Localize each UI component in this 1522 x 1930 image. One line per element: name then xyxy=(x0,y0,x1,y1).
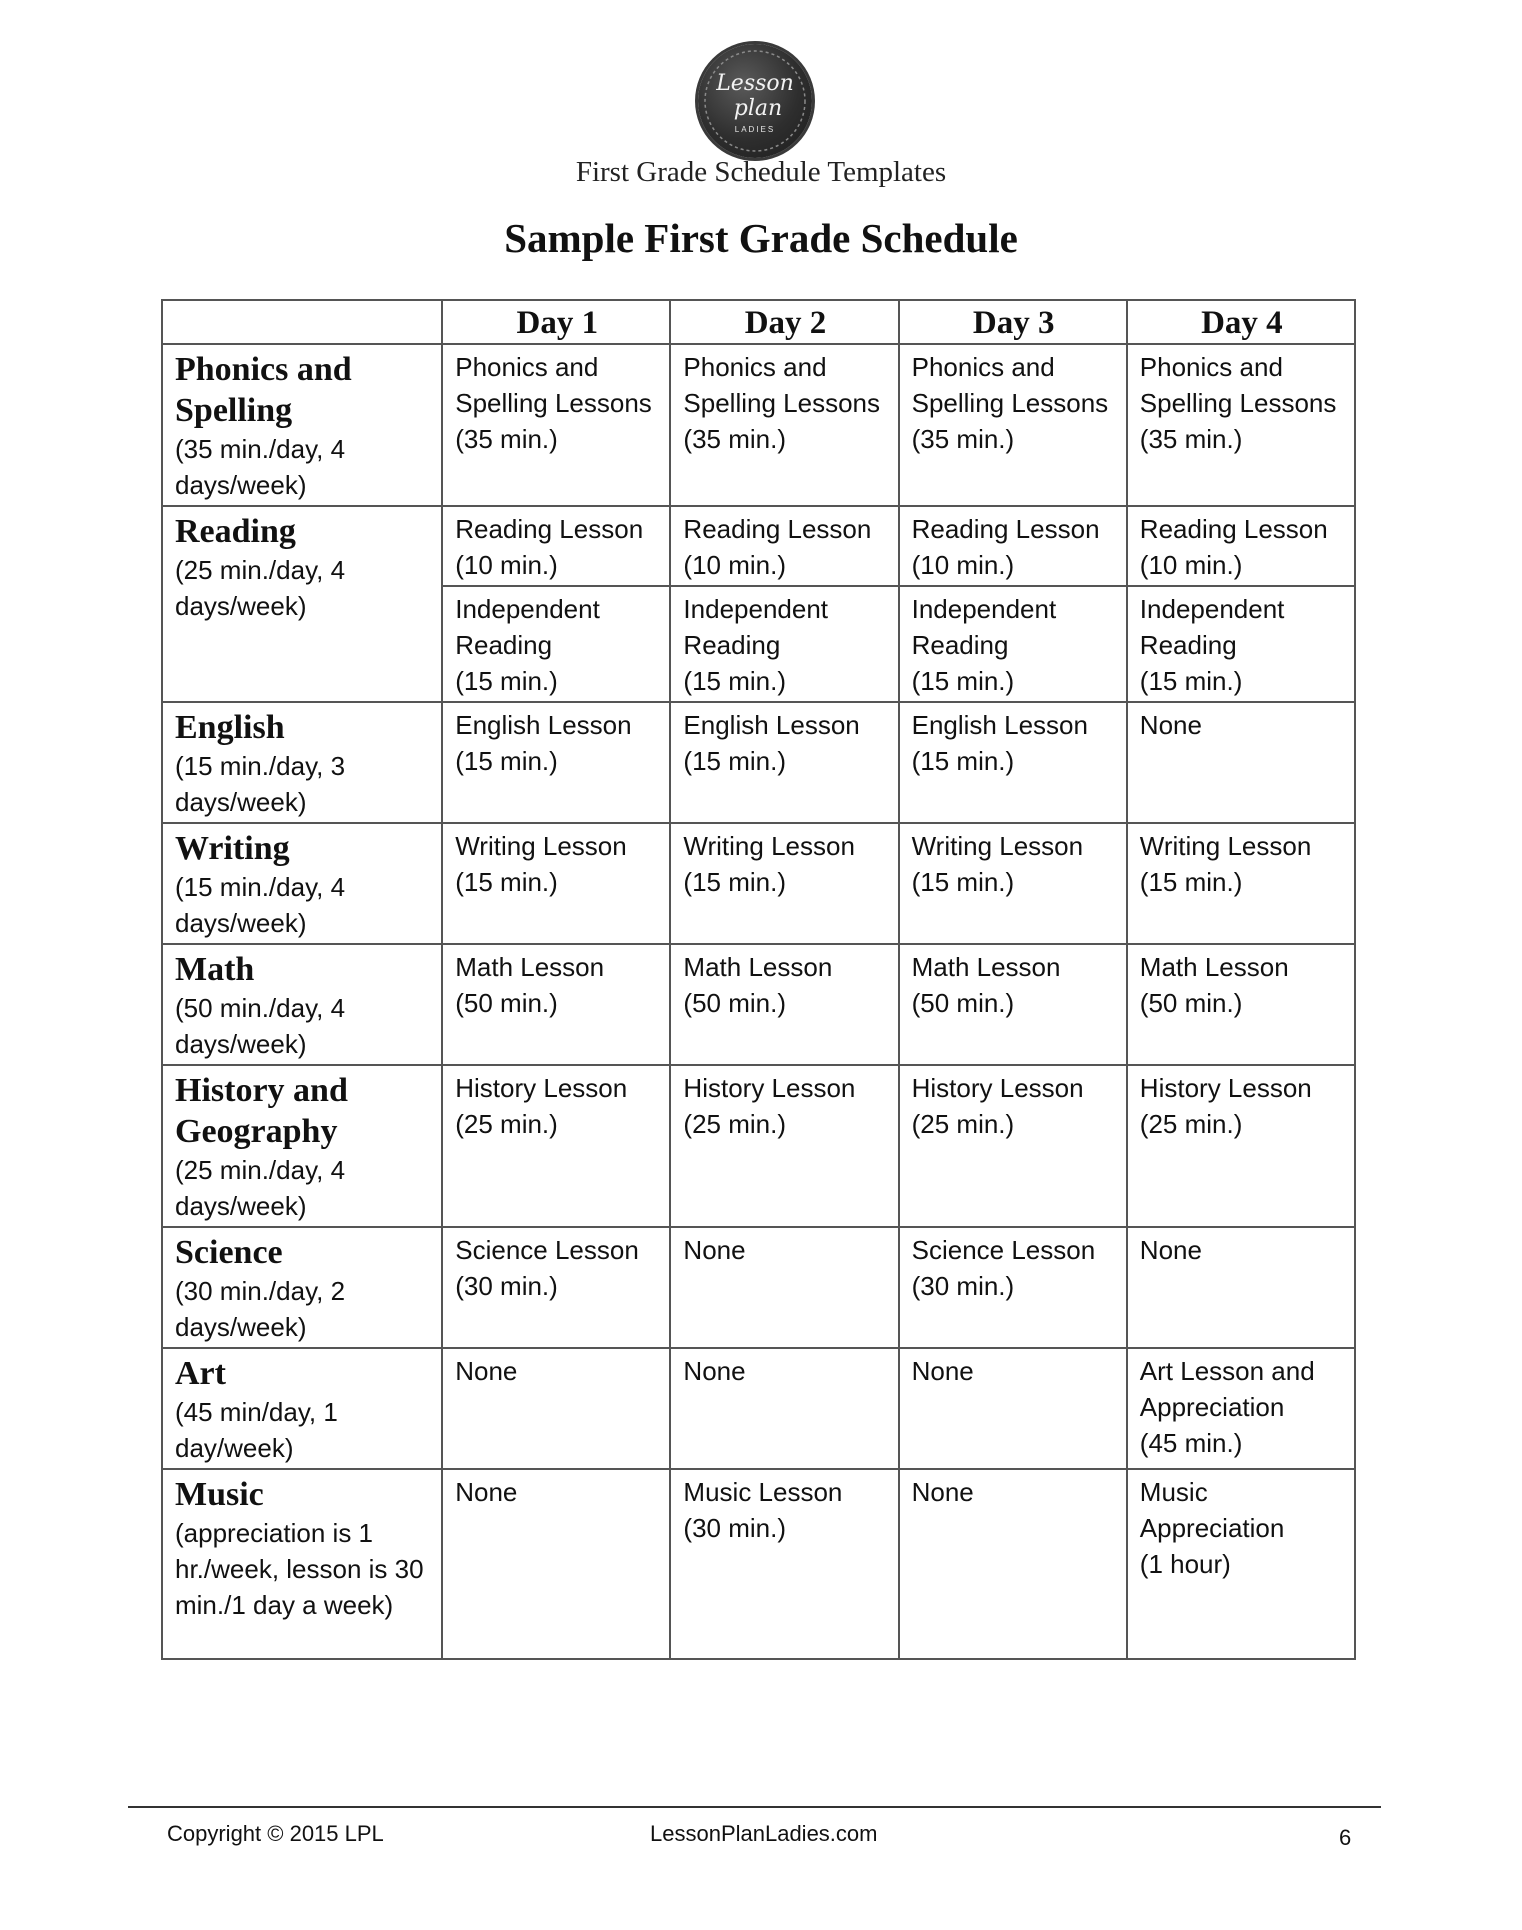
schedule-cell-day-1: Science Lesson (30 min.) xyxy=(442,1227,670,1348)
table-row xyxy=(162,1227,1355,1348)
schedule-cell-day-1: Independent Reading (15 min.) xyxy=(442,586,670,702)
schedule-cell-day-2: Music Lesson (30 min.) xyxy=(670,1469,898,1659)
schedule-cell-day-2: Independent Reading (15 min.) xyxy=(670,586,898,702)
schedule-cell-day-3: History Lesson (25 min.) xyxy=(899,1065,1127,1227)
footer-divider xyxy=(128,1806,1381,1808)
footer-website: LessonPlanLadies.com xyxy=(650,1821,878,1846)
schedule-body xyxy=(162,344,1355,1659)
day-1-header: Day 1 xyxy=(442,300,670,344)
footer-page-number: 6 xyxy=(1339,1825,1352,1850)
schedule-cell-day-4: Writing Lesson (15 min.) xyxy=(1127,823,1355,944)
day-2-header: Day 2 xyxy=(670,300,898,344)
table-row xyxy=(162,944,1355,1065)
subject-cell xyxy=(162,1469,442,1659)
schedule-cell-day-2: None xyxy=(670,1348,898,1469)
schedule-cell-day-4: Independent Reading (15 min.) xyxy=(1127,586,1355,702)
schedule-cell-day-1: History Lesson (25 min.) xyxy=(442,1065,670,1227)
subject-name: Science xyxy=(175,1234,283,1271)
subject-time-detail: (35 min./day, 4 days/week) xyxy=(175,434,346,500)
day-3-header: Day 3 xyxy=(899,300,1127,344)
logo-word-2: plan xyxy=(733,96,783,121)
subject-time-detail: (15 min./day, 4 days/week) xyxy=(175,872,346,938)
schedule-cell-day-1: None xyxy=(442,1348,670,1469)
subject-name: Math xyxy=(175,951,255,988)
subject-name: Music xyxy=(175,1476,264,1513)
schedule-cell-day-1: None xyxy=(442,1469,670,1659)
schedule-cell-day-3: Independent Reading (15 min.) xyxy=(899,586,1127,702)
table-row xyxy=(162,1065,1355,1227)
schedule-cell-day-2: Reading Lesson (10 min.) xyxy=(670,506,898,586)
subject-time-detail: (45 min/day, 1 day/week) xyxy=(175,1397,338,1463)
subject-cell xyxy=(162,944,442,1065)
subject-time-detail: (25 min./day, 4 days/week) xyxy=(175,1155,346,1221)
schedule-cell-day-2: Math Lesson (50 min.) xyxy=(670,944,898,1065)
schedule-cell-day-1: English Lesson (15 min.) xyxy=(442,702,670,823)
table-row xyxy=(162,344,1355,506)
table-header-row xyxy=(162,300,1355,344)
header-corner-cell xyxy=(162,300,442,344)
schedule-cell-day-2: Writing Lesson (15 min.) xyxy=(670,823,898,944)
document-title: Sample First Grade Schedule xyxy=(504,215,1018,261)
schedule-cell-day-4: History Lesson (25 min.) xyxy=(1127,1065,1355,1227)
schedule-cell-day-3: English Lesson (15 min.) xyxy=(899,702,1127,823)
footer-copyright: Copyright © 2015 LPL xyxy=(167,1821,384,1846)
day-4-header: Day 4 xyxy=(1127,300,1355,344)
schedule-table xyxy=(161,299,1356,1660)
subject-name: English xyxy=(175,709,285,746)
subject-time-detail: (25 min./day, 4 days/week) xyxy=(175,555,346,621)
schedule-cell-day-4: None xyxy=(1127,1227,1355,1348)
schedule-cell-day-4: Art Lesson and Appreciation (45 min.) xyxy=(1127,1348,1355,1469)
subject-time-detail: (appreciation is 1 hr./week, lesson is 30 min./1 day a week) xyxy=(175,1518,424,1620)
logo-word-3: LADIES xyxy=(734,125,776,134)
subject-cell xyxy=(162,823,442,944)
table-row xyxy=(162,702,1355,823)
subject-time-detail: (30 min./day, 2 days/week) xyxy=(175,1276,346,1342)
schedule-cell-day-2: English Lesson (15 min.) xyxy=(670,702,898,823)
schedule-cell-day-2: History Lesson (25 min.) xyxy=(670,1065,898,1227)
subject-cell xyxy=(162,344,442,506)
schedule-cell-day-2: None xyxy=(670,1227,898,1348)
subject-cell xyxy=(162,1348,442,1469)
schedule-cell-day-1: Math Lesson (50 min.) xyxy=(442,944,670,1065)
schedule-cell-day-3: Phonics and Spelling Lessons (35 min.) xyxy=(899,344,1127,506)
subject-name: History and Geography xyxy=(175,1072,348,1150)
subject-cell xyxy=(162,1227,442,1348)
schedule-cell-day-3: Math Lesson (50 min.) xyxy=(899,944,1127,1065)
table-row xyxy=(162,506,1355,586)
schedule-cell-day-4: None xyxy=(1127,702,1355,823)
schedule-cell-day-3: None xyxy=(899,1469,1127,1659)
table-row xyxy=(162,823,1355,944)
document-subtitle: First Grade Schedule Templates xyxy=(575,156,947,188)
subject-time-detail: (15 min./day, 3 days/week) xyxy=(175,751,346,817)
lesson-plan-ladies-logo xyxy=(698,44,812,158)
schedule-cell-day-4: Math Lesson (50 min.) xyxy=(1127,944,1355,1065)
logo-word-1: Lesson xyxy=(716,71,794,96)
subject-cell xyxy=(162,1065,442,1227)
schedule-cell-day-1: Reading Lesson (10 min.) xyxy=(442,506,670,586)
table-row xyxy=(162,1469,1355,1659)
schedule-cell-day-1: Phonics and Spelling Lessons (35 min.) xyxy=(442,344,670,506)
schedule-cell-day-3: None xyxy=(899,1348,1127,1469)
schedule-cell-day-1: Writing Lesson (15 min.) xyxy=(442,823,670,944)
subject-cell xyxy=(162,702,442,823)
schedule-cell-day-3: Writing Lesson (15 min.) xyxy=(899,823,1127,944)
table-row xyxy=(162,1348,1355,1469)
schedule-cell-day-4: Phonics and Spelling Lessons (35 min.) xyxy=(1127,344,1355,506)
subject-cell xyxy=(162,506,442,702)
subject-name: Art xyxy=(175,1355,226,1392)
subject-name: Writing xyxy=(175,830,290,867)
subject-name: Phonics and Spelling xyxy=(175,351,352,429)
schedule-cell-day-4: Reading Lesson (10 min.) xyxy=(1127,506,1355,586)
schedule-cell-day-2: Phonics and Spelling Lessons (35 min.) xyxy=(670,344,898,506)
schedule-cell-day-4: Music Appreciation (1 hour) xyxy=(1127,1469,1355,1659)
schedule-cell-day-3: Science Lesson (30 min.) xyxy=(899,1227,1127,1348)
subject-name: Reading xyxy=(175,513,296,550)
subject-time-detail: (50 min./day, 4 days/week) xyxy=(175,993,346,1059)
schedule-cell-day-3: Reading Lesson (10 min.) xyxy=(899,506,1127,586)
